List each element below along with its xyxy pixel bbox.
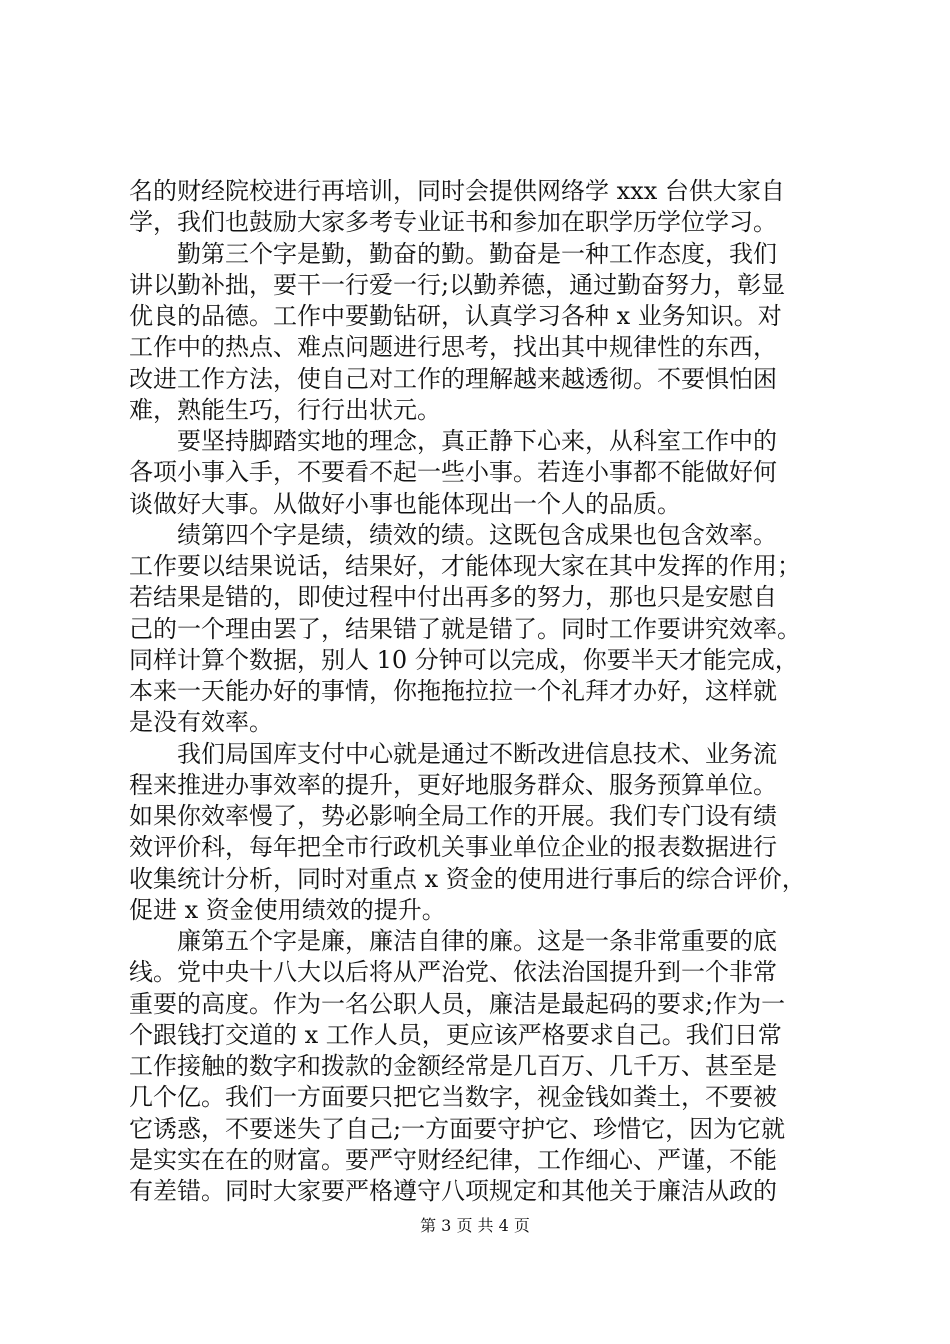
text-line: 有差错。同时大家要严格遵守八项规定和其他关于廉洁从政的	[129, 1177, 777, 1205]
text-line: 工作接触的数字和拨款的金额经常是几百万、几千万、甚至是	[129, 1052, 777, 1080]
text-line: 线。党中央十八大以后将从严治党、依法治国提升到一个非常	[129, 958, 777, 987]
text-line: 学，我们也鼓励大家多考专业证书和参加在职学历学位学习。	[129, 208, 777, 237]
text-line: 讲以勤补拙，要干一行爱一行;以勤养德，通过勤奋努力，彰显	[129, 270, 786, 299]
text-line: 重要的高度。作为一名公职人员，廉洁是最起码的要求;作为一	[129, 989, 786, 1018]
text-line: 它诱惑，不要迷失了自己;一方面要守护它、珍惜它，因为它就	[129, 1114, 786, 1143]
text-line: 促进 x 资金使用绩效的提升。	[129, 895, 446, 924]
text-line: 本来一天能办好的事情，你拖拖拉拉一个礼拜才办好，这样就	[129, 677, 777, 705]
text-line: 谈做好大事。从做好小事也能体现出一个人的品质。	[129, 489, 681, 518]
text-line: 改进工作方法，使自己对工作的理解越来越透彻。不要惧怕困	[129, 364, 777, 393]
text-line: 个跟钱打交道的 x 工作人员，更应该严格要求自己。我们日常	[129, 1020, 782, 1049]
text-line: 工作要以结果说话，结果好，才能体现大家在其中发挥的作用；	[129, 552, 801, 580]
text-line: 廉第五个字是廉，廉洁自律的廉。这是一条非常重要的底	[129, 927, 777, 955]
text-line: 绩第四个字是绩，绩效的绩。这既包含成果也包含效率。	[129, 520, 777, 549]
text-line: 收集统计分析，同时对重点 x 资金的使用进行事后的综合评价，	[129, 864, 806, 893]
text-line: 要坚持脚踏实地的理念，真正静下心来，从科室工作中的	[129, 427, 777, 455]
text-line: 勤第三个字是勤，勤奋的勤。勤奋是一种工作态度，我们	[129, 239, 777, 268]
text-line: 如果你效率慢了，势必影响全局工作的开展。我们专门设有绩	[129, 802, 777, 830]
text-line: 己的一个理由罢了，结果错了就是错了。同时工作要讲究效率。	[129, 614, 801, 643]
text-line: 工作中的热点、难点问题进行思考，找出其中规律性的东西，	[129, 333, 777, 362]
text-line: 程来推进办事效率的提升，更好地服务群众、服务预算单位。	[129, 770, 777, 799]
body-text	[129, 176, 829, 1207]
text-line: 效评价科，每年把全市行政机关事业单位企业的报表数据进行	[129, 833, 777, 862]
text-line: 是没有效率。	[129, 708, 273, 737]
text-line: 若结果是错的，即使过程中付出再多的努力，那也只是安慰自	[129, 583, 777, 612]
text-line: 几个亿。我们一方面要只把它当数字，视金钱如粪土，不要被	[129, 1083, 777, 1112]
text-line: 难，熟能生巧，行行出状元。	[129, 395, 441, 424]
text-line: 优良的品德。工作中要勤钻研，认真学习各种 x 业务知识。对	[129, 302, 782, 330]
text-line: 各项小事入手，不要看不起一些小事。若连小事都不能做好何	[129, 458, 777, 487]
text-line: 我们局国库支付中心就是通过不断改进信息技术、业务流	[129, 739, 777, 768]
text-line: 是实实在在的财富。要严守财经纪律，工作细心、严谨，不能	[129, 1145, 777, 1174]
text-line: 同样计算个数据，别人 10 分钟可以完成，你要半天才能完成，	[129, 645, 799, 674]
page-number-footer: 第 3 页 共 4 页	[420, 1216, 530, 1235]
text-line: 名的财经院校进行再培训，同时会提供网络学 xxx 台供大家自	[129, 177, 785, 205]
